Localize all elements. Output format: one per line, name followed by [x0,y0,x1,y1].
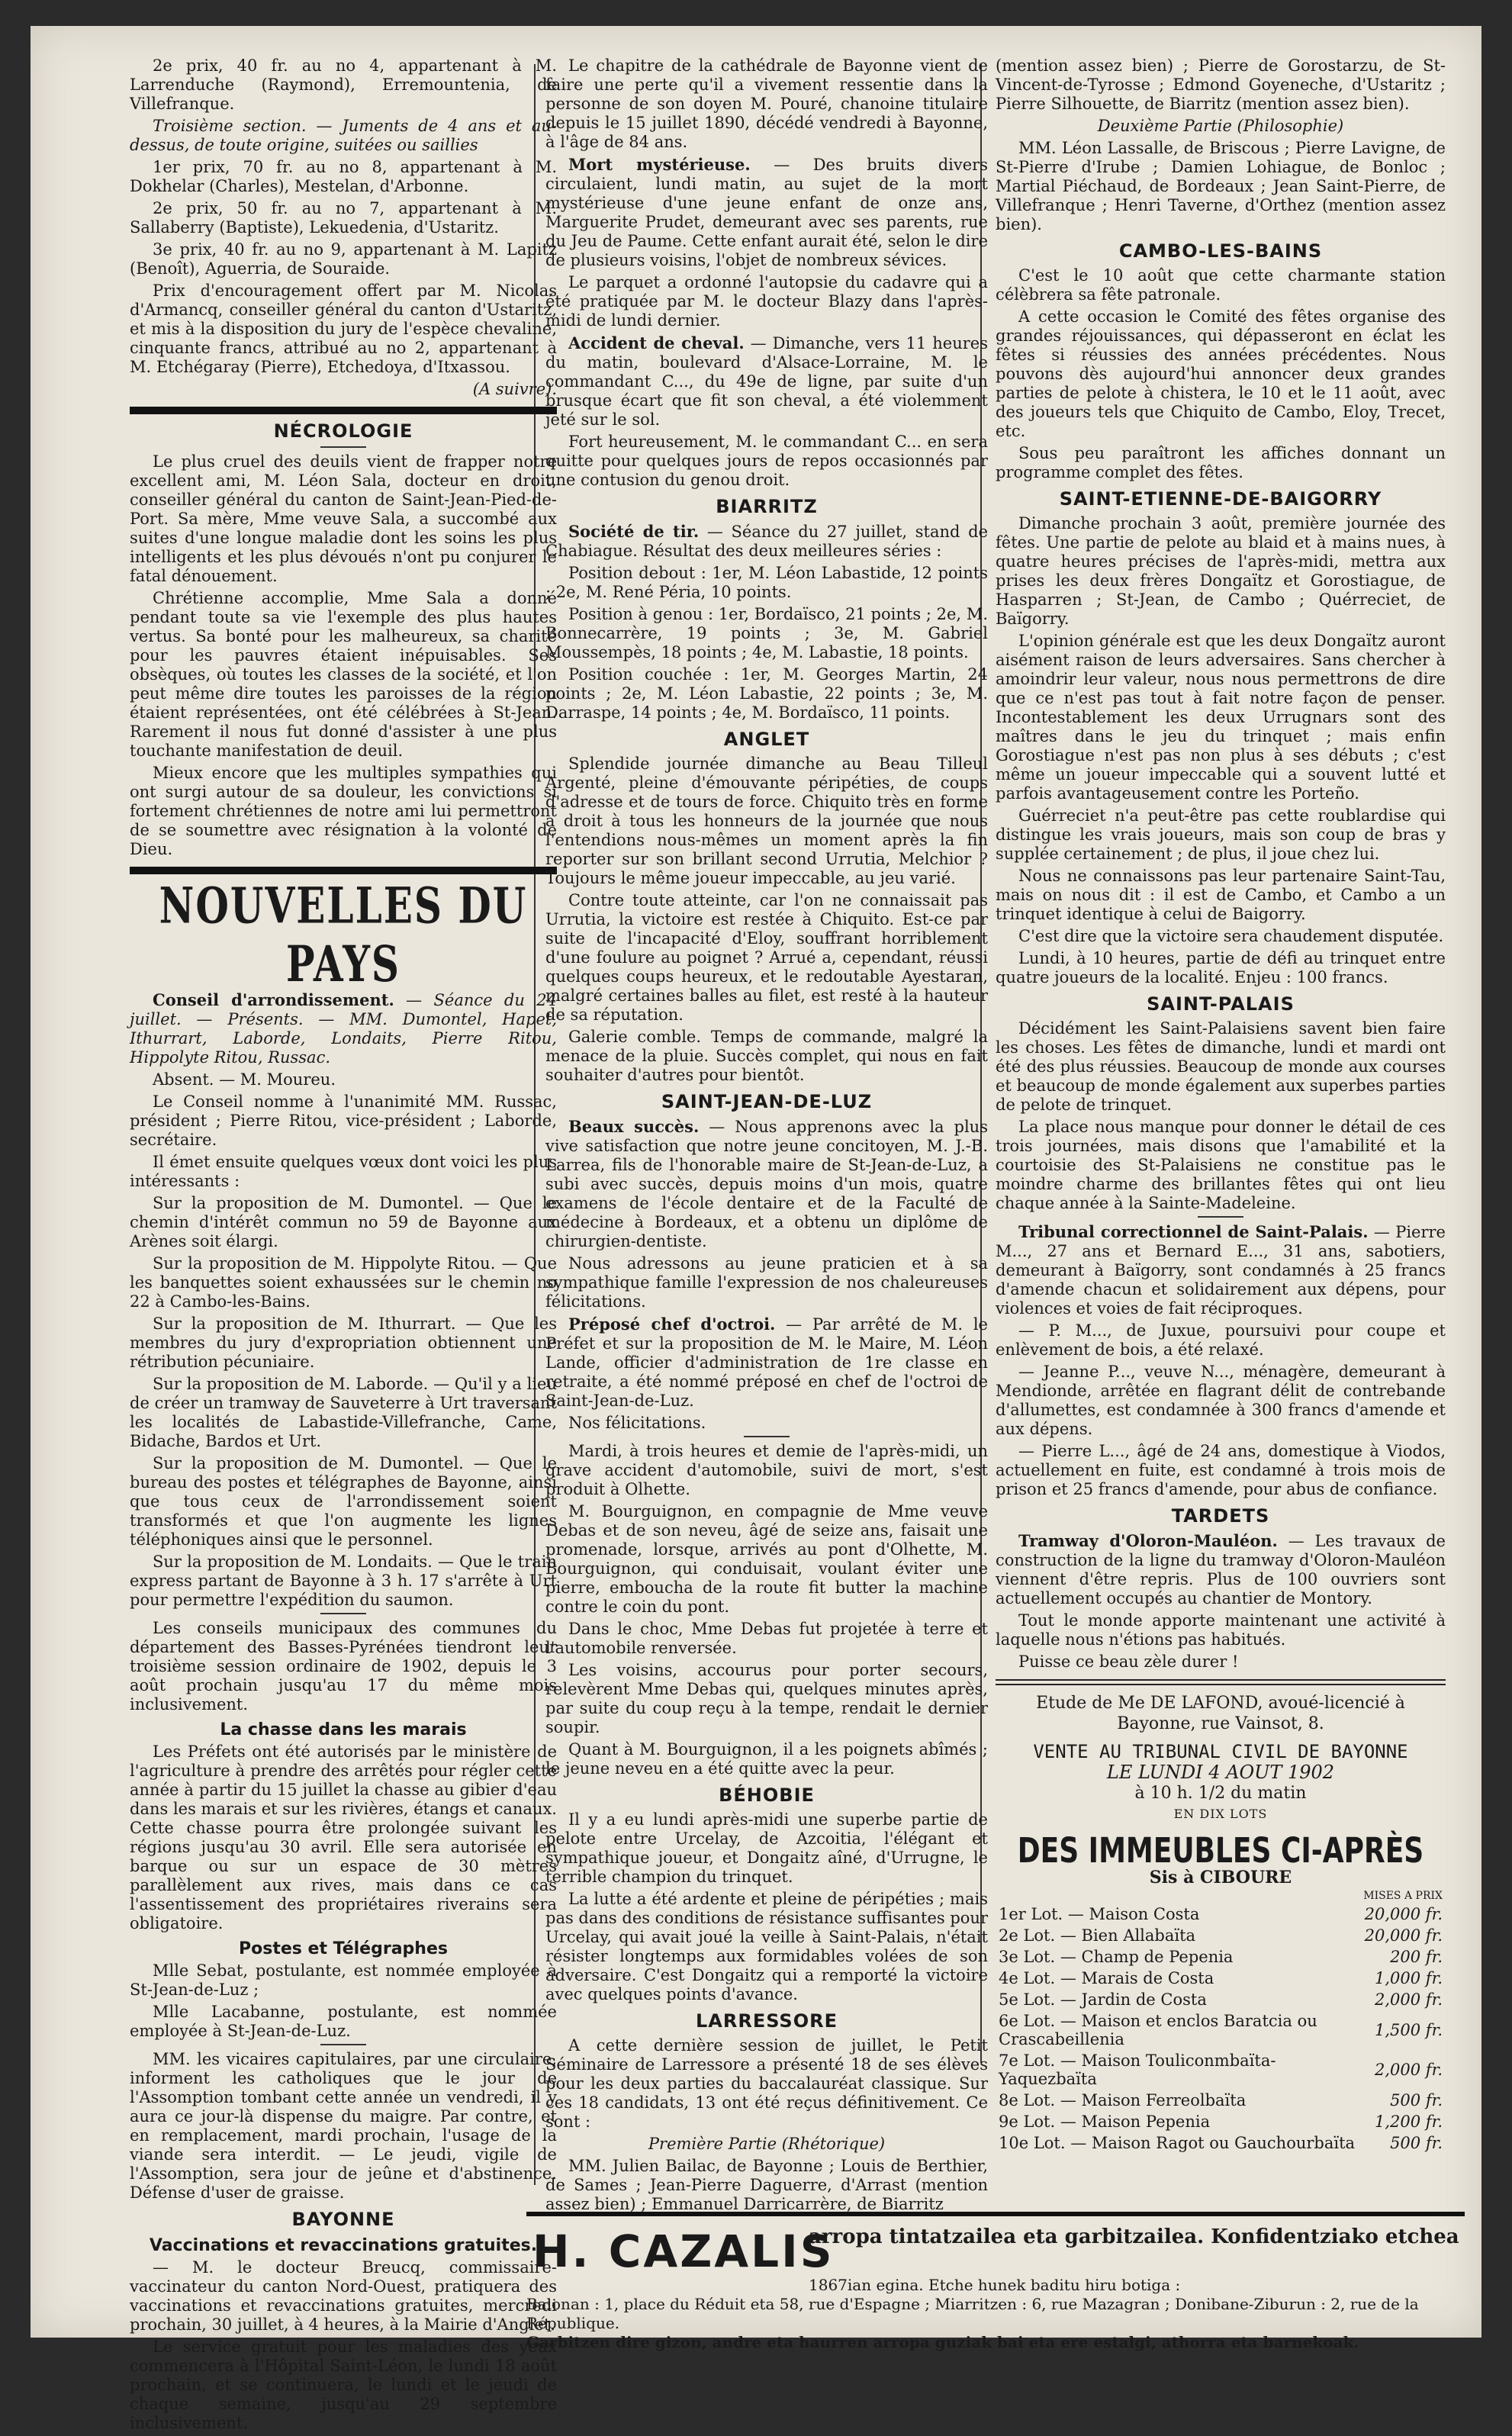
article-paragraph: Sur la proposition de M. Londaits. — Que le train express partant de Bayonne à 3 h. 17 s'arrête à Urt pour permettre l'expédition du saumon. [130,1553,557,1609]
notice-line: Etude de Me DE LAFOND, avoué-licencié à [1036,1694,1405,1713]
lots-table [996,1888,1446,2154]
section-heading: LARRESSORE [696,2010,838,2032]
lot-price: 1,200 fr. [1375,2113,1443,2131]
divider [320,1613,366,1614]
article-text: — Pierre M..., 27 ans et Bernard E..., 31 ans, sabotiers, demeurant à Baïgorry, sont condamnés à 25 francs d'amende chacun et solidairement aux dépens, pour violences et voies de fait réciproques. [996,1223,1446,1318]
article-paragraph: Les voisins, accourus pour porter secours, relevèrent Mme Debas qui, quelques minutes après, par suite du coup reçu à la tempe, rendait le dernier soupir. [545,1661,988,1736]
article-paragraph: C'est dire que la victoire sera chaudement disputée. [1018,927,1444,945]
legal-notice [996,1693,1446,1888]
section-heading: SAINT-ETIENNE-DE-BAIGORRY [1059,488,1382,510]
table-row [996,1903,1446,1925]
article-paragraph: M. Bourguignon, en compagnie de Mme veuve Debas et de son neveu, âgé de seize ans, faisait une promenade, lorsque, arrivés au pont d'Olhette, M. Bourguignon, qui conduisait, voulant éviter une pierre, emboucha de la route fit butter la machine contre le coin du pont. [545,1502,988,1616]
article-paragraph: Les conseils municipaux des communes du département des Basses-Pyrénées tiendront leur troisième session ordinaire de 1902, depuis le 3 août prochain jusqu'au 17 du même mois inclusivement. [130,1619,557,1714]
section-bar [130,867,557,874]
column-2 [545,56,988,2217]
notice-time: à 10 h. 1/2 du matin [1134,1784,1307,1803]
article-paragraph: Splendide journée dimanche au Beau Tilleul Argenté, pleine d'émouvante péripéties, de coups d'adresse et de tours de force. Chiquito très en forme a droit à tous les honneurs de la journée que nous l'entendions nous-mêmes un moment après la fin reporter sur son brillant second Urrutia, Melchior ? Toujours le même joueur impeccable, au jeu varié. [545,755,988,887]
lot-name: 2e Lot. — Bien Allabaïta [999,1926,1196,1945]
section-heading: SAINT-JEAN-DE-LUZ [661,1091,873,1112]
article-text: — Séance du 27 juillet, stand de Chabiague. Résultat des deux meilleures séries : [545,523,988,560]
article-paragraph: 1er prix, 70 fr. au no 8, appartenant à M. Dokhelar (Charles), Mestelan, d'Arbonne. [130,158,557,195]
lot-name: 6e Lot. — Maison et enclos Baratcia ou Crascabeillenia [999,2012,1317,2048]
article-paragraph: 2e prix, 50 fr. au no 7, appartenant à M. Sallaberry (Baptiste), Lekuedenia, d'Ustaritz. [130,199,557,237]
article-paragraph: Sur la proposition de M. Hippolyte Ritou. — Que les banquettes soient exhaussées sur le chemin no 22 à Cambo-les-Bains. [130,1254,557,1311]
table-row [996,2050,1446,2090]
article-paragraph: — P. M..., de Juxue, poursuivi pour coupe et enlèvement de bois, a été relaxé. [996,1321,1446,1359]
article-text: — Les travaux de construction de la ligne du tramway d'Oloron-Mauléon viennent d'être repris. Plus de 100 ouvriers sont actuellement occupés au chantier de Montory. [996,1532,1446,1607]
article-paragraph: Les Préfets ont été autorisés par le ministère de l'agriculture à prendre des arrêtés pour régler cette année à partir du 15 juillet la chasse au gibier d'eau dans les marais et sur les rivières, étangs et canaux. Cette chasse pourra être prolongée suivant les régions jusqu'au 30 avril. Elle sera autorisée en barque ou sur un espace de 30 mètres parallèlement aux rives, mais dans ce cas l'assentissement des propriétaires riverains sera obligatoire. [130,1743,557,1932]
section-heading: CAMBO-LES-BAINS [1118,240,1323,262]
article-headline: Conseil d'arrondissement. [153,990,394,1009]
article-paragraph: 2e prix, 40 fr. au no 4, appartenant à M. Larrenduche (Raymond), Erremountenia, de Villefranque. [130,56,557,113]
article-paragraph: MM. les vicaires capitulaires, par une circulaire, informent les catholiques que le jour de l'Assomption tombant cette année un vendredi, il y aura ce jour-là dispense du maigre. Par contre, et en remplacement, mardi prochain, l'usage de la viande sera interdit. — Le jeudi, vigile de l'Assomption, sera jour de jeûne et d'abstinence. Défense d'user de graisse. [130,2050,557,2202]
article-paragraph: Puisse ce beau zèle durer ! [1018,1652,1239,1671]
lot-price: 200 fr. [1390,1948,1443,1966]
advertisement [526,2212,1465,2351]
article-paragraph: Décidément les Saint-Palaisiens savent bien faire les choses. Les fêtes de dimanche, lundi et mardi ont été des plus réussies. Beaucoup de monde aux courses et beaucoup de monde également aux superbes parties de pelote de trinquet. [996,1019,1446,1114]
notice-title: DES IMMEUBLES CI-APRÈS [1017,1831,1424,1871]
ad-tagline: arropa tintatzailea eta garbitzailea. Konfidentziako etchea [809,2225,1459,2248]
section-heading: BÉHOBIE [719,1784,815,1806]
article-paragraph: Position couchée : 1er, M. Georges Martin, 24 points ; 2e, M. Léon Labastie, 22 points ; 3e, M. Darraspe, 14 points ; 4e, M. Bordaïsco, 11 points. [545,665,988,722]
article-paragraph: Lundi, à 10 heures, partie de défi au trinquet entre quatre joueurs de la localité. Enjeu : 100 francs. [996,949,1446,986]
article-headline: Beaux succès. [568,1117,700,1136]
table-row [996,1968,1446,1989]
lot-name: 10e Lot. — Maison Ragot ou Gauchourbaïta [999,2134,1356,2152]
lot-name: 9e Lot. — Maison Pepenia [999,2113,1211,2131]
divider [320,2044,366,2045]
ad-line: Garbitzen dire gizon, andre eta haurren arropa guziak bai eta ere estalgi, athorra eta barnekoak. [526,2333,1359,2351]
article-paragraph: Sous peu paraîtront les affiches donnant un programme complet des fêtes. [996,444,1446,481]
article-paragraph: Dimanche prochain 3 août, première journée des fêtes. Une partie de pelote au blaid et à mains nues, à quatre heures précises de l'après-midi, mettra aux prises les deux frères Dongaïtz et Gorostiague, de Hasparren ; St-Jean, de Cambo ; Quérreciet, de Baïgorry. [996,514,1446,628]
notice-line: Bayonne, rue Vainsot, 8. [1117,1714,1324,1733]
section-heading: ANGLET [723,729,810,750]
ad-line: 1867ian egina. Etche hunek baditu hiru botiga : [809,2276,1181,2294]
lot-name: 5e Lot. — Jardin de Costa [999,1990,1207,2009]
article-paragraph: Galerie comble. Temps de commande, malgré la menace de la pluie. Succès complet, qui nous en fait souhaiter d'autres pour bientôt. [545,1028,988,1084]
article-paragraph: La place nous manque pour donner le détail de ces trois journées, mais disons que l'amabilité et la courtoisie des St-Palaisiens ne constitue pas le moindre charme des brillantes fêtes qui ont lieu chaque année à la Sainte-Madeleine. [996,1118,1446,1212]
article-paragraph: Prix d'encouragement offert par M. Nicolas d'Armancq, conseiller général du canton d'Ustaritz, et mis à la disposition du jury de l'espèce chevaline, cinquante francs, attribué au no 2, appartenant à M. Etchégaray (Pierre), Etchedoya, d'Itxassou. [130,282,557,376]
article-text: — Dimanche, vers 11 heures du matin, boulevard d'Alsace-Lorraine, M. le commandant C..., du 49e de ligne, par suite d'un brusque écart que fit son cheval, a été violemment jeté sur le sol. [545,334,988,429]
ad-body [526,2276,1465,2352]
article-paragraph: Le service gratuit pour les maladies des yeux commencera à l'Hôpital Saint-Léon, le lundi 18 août prochain, et se continuera, le lundi et le jeudi de chaque semaine, jusqu'au 29 septembre inclusivement. [130,2338,557,2432]
to-be-continued: (A suivre). [472,380,557,398]
article-headline: Mort mystérieuse. [568,155,751,174]
article-headline: Vaccinations et revaccinations gratuites. [149,2236,538,2255]
lot-price: 500 fr. [1390,2134,1443,2152]
notice-heading: VENTE AU TRIBUNAL CIVIL DE BAYONNE [1033,1741,1408,1762]
subheading: Première Partie (Rhétorique) [648,2135,886,2153]
legal-notice-rule [996,1679,1446,1685]
ad-line: Baionan : 1, place du Réduit eta 58, rue d'Espagne ; Miarritzen : 6, rue Mazagran ; Donibane-Ziburun : 2, rue de la République. [526,2295,1419,2332]
column-3 [996,56,1446,2154]
table-row [996,2132,1446,2154]
article-paragraph: Le parquet a ordonné l'autopsie du cadavre qui a été pratiquée par M. le docteur Blazy dans l'après-midi de lundi dernier. [545,273,988,330]
article-text: — Nous apprenons avec la plus vive satisfaction que notre jeune concitoyen, M. J.-B. Larrea, fils de l'honorable maire de St-Jean-de-Luz, a subi avec succès, depuis moins d'un mois, quatre examens de l'école dentaire et de la Faculté de médecine à Bordeaux, et a obtenu un diplôme de chirurgien-dentiste. [545,1118,988,1250]
article-text: — Des bruits divers circulaient, lundi matin, au sujet de la mort mystérieuse d'une jeune enfant de onze ans, Marguerite Prudet, demeurant avec ses parents, rue du Jeu de Paume. Cette enfant aurait été, selon le dire de plusieurs voisins, l'objet de nombreux sévices. [545,156,988,269]
article-paragraph: Quant à M. Bourguignon, il a les poignets abîmés ; le jeune neveu en a été quitte avec la peur. [545,1740,988,1778]
lot-price: 2,000 fr. [1375,1990,1443,2009]
lot-price: 1,500 fr. [1375,2021,1443,2039]
article-paragraph: Sur la proposition de M. Dumontel. — Que le bureau des postes et télégraphes de Bayonne, ainsi que tous ceux de l'arrondissement soient transformés et que l'on augmente les lignes téléphoniques ainsi que le personnel. [130,1454,557,1549]
table-row [996,2090,1446,2111]
lot-name: 8e Lot. — Maison Ferreolbaïta [999,2091,1247,2109]
article-paragraph: L'opinion générale est que les deux Dongaïtz auront aisément raison de leurs adversaires. Sans chercher à amoindrir leur valeur, nous nous permettrons de dire que ce n'est pas tout à fait notre façon de penser. Incontestablement les deux Urrugnars sont des maîtres dans le jeu du trinquet ; mais enfin Gorostiague n'est pas non plus à ses débuts ; c'est même un joueur impeccable qui a souvent lutté et parfois avantageusement contre les Porteño. [996,632,1446,803]
newspaper-page [31,26,1481,2432]
divider [744,1436,790,1437]
lot-price: 500 fr. [1390,2091,1443,2109]
article-paragraph: Fort heureusement, M. le commandant C... en sera quitte pour quelques jours de repos occasionnés par une contusion du genou droit. [545,433,988,489]
section-heading: La chasse dans les marais [220,1720,467,1739]
article-headline: Tramway d'Oloron-Mauléon. [1018,1531,1278,1550]
article-headline: Société de tir. [568,522,700,541]
article-paragraph: Il émet ensuite quelques vœux dont voici les plus intéressants : [130,1153,557,1190]
article-paragraph: Il y a eu lundi après-midi une superbe partie de pelote entre Urcelay, de Azcoitia, l'élégant et sympathique joueur, et Dongaitz aîné, d'Urrugne, le terrible champion du trinquet. [545,1810,988,1886]
article-paragraph: Troisième section. — Juments de 4 ans et au-dessus, de toute origine, suitées ou saillies [130,117,557,154]
lot-name: 3e Lot. — Champ de Pepenia [999,1948,1234,1966]
notice-date: LE LUNDI 4 AOUT 1902 [1106,1762,1335,1783]
lot-price: 2,000 fr. [1375,2061,1443,2079]
section-heading: TARDETS [1171,1505,1270,1527]
notice-lots: EN DIX LOTS [1173,1807,1268,1821]
article-paragraph: Position à genou : 1er, Bordaïsco, 21 points ; 2e, M. Bonnecarrère, 19 points ; 3e, M. Gabriel Moussempès, 18 points ; 4e, M. Labastie, 18 points. [545,605,988,661]
article-paragraph: Sur la proposition de M. Ithurrart. — Que les membres du jury d'expropriation obtiennent une rétribution pécuniaire. [130,1315,557,1371]
article-paragraph: Nous adressons au jeune praticien et à sa sympathique famille l'expression de nos chaleureuses félicitations. [545,1254,988,1311]
article-paragraph: Le plus cruel des deuils vient de frapper notre excellent ami, M. Léon Sala, docteur en droit, conseiller général du canton de Saint-Jean-Pied-de-Port. Sa mère, Mme veuve Sala, a succombé aux suites d'une longue maladie dont les soins les plus intelligents et les plus dévoués n'ont pu conjurer le fatal dénouement. [130,452,557,585]
article-headline: Tribunal correctionnel de Saint-Palais. [1018,1222,1369,1241]
section-heading: Postes et Télégraphes [239,1939,448,1958]
article-headline: Préposé chef d'octroi. [568,1315,776,1334]
article-paragraph: (mention assez bien) ; Pierre de Gorostarzu, de St-Vincent-de-Tyrosse ; Edmond Goyeneche, d'Ustaritz ; Pierre Silhouette, de Biarritz (mention assez bien). [996,56,1446,113]
subheading: Deuxième Partie (Philosophie) [1097,117,1344,135]
article-paragraph: La lutte a été ardente et pleine de péripéties ; mais pas dans des conditions de résistance suffisantes pour Urcelay, qui avait joué la veille à Saint-Palais, n'était résister longtemps aux formidables volées de son adversaire. C'est Dongaitz qui a remporté la victoire avec quelques points d'avance. [545,1890,988,2003]
lot-name: 7e Lot. — Maison Touliconmbaïta-Yaquezbaïta [999,2051,1276,2088]
article-paragraph: — Pierre L..., âgé de 24 ans, domestique à Viodos, actuellement en fuite, est condamné à trois mois de prison et 25 francs d'amende, pour abus de confiance. [996,1442,1446,1498]
section-heading: NÉCROLOGIE [273,420,413,442]
divider [1198,1216,1243,1218]
article-paragraph: 3e prix, 40 fr. au no 9, appartenant à M. Lapitz (Benoît), Aguerria, de Souraide. [130,240,557,278]
lot-name: 4e Lot. — Marais de Costa [999,1969,1214,1987]
article-paragraph: Mlle Sebat, postulante, est nommée employée à St-Jean-de-Luz ; [130,1961,557,1999]
section-heading: SAINT-PALAIS [1147,993,1295,1015]
article-paragraph: MM. Julien Bailac, de Bayonne ; Louis de Berthier, de Sames ; Jean-Pierre Daguerre, d'Arrast (mention assez bien) ; Emmanuel Darricarrère, de Biarritz [545,2157,988,2213]
table-row [996,2111,1446,2132]
article-paragraph: Tout le monde apporte maintenant une activité à laquelle nous n'étions pas habitués. [996,1611,1446,1649]
article-paragraph: Mieux encore que les multiples sympathies qui ont surgi autour de sa douleur, les convictions si fortement chrétiennes de notre ami lui permettront de se soumettre avec résignation à la volonté de Dieu. [130,764,557,858]
ad-brand: H. CAZALIS [532,2225,835,2277]
lot-name: 1er Lot. — Maison Costa [999,1905,1200,1923]
article-paragraph: MM. Léon Lassalle, de Briscous ; Pierre Lavigne, de St-Pierre d'Irube ; Damien Lohiague, de Bonloc ; Martial Piéchaud, de Bordeaux ; Jean Saint-Pierre, de Villefranque ; Henri Taverne, d'Orthez (mention assez bien). [996,139,1446,233]
article-text: — Par arrêté de M. le Préfet et sur la proposition de M. le Maire, M. Léon Lande, officier d'administration de 1re classe en retraite, a été nommé préposé en chef de l'octroi de Saint-Jean-de-Luz. [545,1315,988,1410]
table-row [996,1925,1446,1946]
article-headline: Accident de cheval. [568,333,745,352]
page-section-title: NOUVELLES DU PAYS [159,876,528,993]
notice-location: Sis à CIBOURE [1149,1868,1292,1887]
section-heading: BAYONNE [291,2209,395,2230]
article-paragraph: Chrétienne accomplie, Mme Sala a donné pendant toute sa vie l'exemple des plus hautes vertus. Sa bonté pour les malheureux, sa charité pour les pauvres étaient inépuisables. Ses obsèques, où toutes les classes de la société, et l'on peut même dire toutes les paroisses de la région étaient représentées, ont été célébrées à St-Jean. Rarement il nous fut donné d'assister à une plus touchante manifestation de deuil. [130,589,557,760]
table-row [996,1989,1446,2010]
table-row [996,2010,1446,2050]
article-paragraph: Position debout : 1er, M. Léon Labastide, 12 points ; 2e, M. René Péria, 10 points. [545,564,988,601]
section-heading: BIARRITZ [716,496,818,517]
article-paragraph: Nous ne connaissons pas leur partenaire Saint-Tau, mais on nous dit : il est de Cambo, et Cambo a un trinquet identique à celui de Baigorry. [996,867,1446,923]
lot-price: 20,000 fr. [1364,1905,1443,1923]
article-paragraph: Absent. — M. Moureu. [153,1070,336,1089]
article-paragraph: Dans le choc, Mme Debas fut projetée à terre et l'automobile renversée. [545,1620,988,1657]
article-paragraph: — Jeanne P..., veuve N..., ménagère, demeurant à Mendionde, arrêtée en flagrant délit de contrebande d'allumettes, est condamnée à 300 francs d'amende et aux dépens. [996,1363,1446,1438]
table-row [996,1946,1446,1968]
article-text: — Séance du 24 juillet. — Présents. — MM. Dumontel, Hapet, Ithurrart, Laborde, Londaits, Pierre Ritou, Hippolyte Ritou, Russac. [130,991,557,1067]
article-paragraph: Mlle Lacabanne, postulante, est nommée employée à St-Jean-de-Luz. [130,2003,557,2040]
article-paragraph: Contre toute atteinte, car l'on ne connaissait pas Urrutia, la victoire est restée à Chiquito. Est-ce par suite de l'incapacité d'Eloy, souffrant horriblement d'une foulure au poignet ? Arrué a, cependant, réussi quelques coups heureux, et le redoutable Ayestaran, malgré certaines balles au filet, est resté à la hauteur de sa réputation. [545,891,988,1024]
lot-price: 1,000 fr. [1375,1969,1443,1987]
lot-price: 20,000 fr. [1364,1926,1443,1945]
section-bar [130,407,557,414]
article-paragraph: Sur la proposition de M. Dumontel. — Que le chemin d'intérêt commun no 59 de Bayonne aux Arènes soit élargi. [130,1194,557,1250]
article-paragraph: Sur la proposition de M. Laborde. — Qu'il y a lieu de créer un tramway de Sauveterre à Urt traversant les localités de Labastide-Villefranche, Came, Bidache, Bardos et Urt. [130,1375,557,1450]
divider [320,446,366,448]
price-header: MISES A PRIX [1363,1890,1443,1902]
article-paragraph: Le chapitre de la cathédrale de Bayonne vient de faire une perte qu'il a vivement ressentie dans la personne de son doyen M. Pouré, chanoine titulaire depuis le 15 juillet 1890, décédé vendredi à Bayonne, à l'âge de 84 ans. [545,56,988,151]
article-paragraph: A cette occasion le Comité des fêtes organise des grandes réjouissances, qui dépasseront en éclat les fêtes si réussies des années précédentes. Nous pouvons dès aujourd'hui annoncer deux grandes parties de pelote à chistera, le 10 et le 11 août, avec des joueurs tels que Chiquito de Cambo, Eloy, Trecet, etc. [996,307,1446,440]
article-paragraph: A cette dernière session de juillet, le Petit Séminaire de Larressore a présenté 18 de ses élèves pour les deux parties du baccalauréat classique. Sur ces 18 candidats, 13 ont été reçus définitivement. Ce sont : [545,2036,988,2131]
article-paragraph: C'est le 10 août que cette charmante station célèbrera sa fête patronale. [996,266,1446,304]
article-paragraph: Le Conseil nomme à l'unanimité MM. Russac, président ; Pierre Ritou, vice-président ; Laborde, secrétaire. [130,1092,557,1149]
article-paragraph: Guérreciet n'a peut-être pas cette roublardise qui distingue les vrais joueurs, mais son coup de bras y supplée certainement ; de plus, il joue chez lui. [996,806,1446,863]
article-paragraph: — M. le docteur Breucq, commissaire-vaccinateur du canton Nord-Ouest, pratiquera des vaccinations et revaccinations gratuites, mercredi prochain, 30 juillet, à 4 heures, à la Mairie d'Anglet. [130,2258,557,2334]
article-paragraph: Nos félicitations. [568,1414,706,1432]
column-1 [130,56,557,2436]
article-paragraph: Mardi, à trois heures et demie de l'après-midi, un grave accident d'automobile, suivi de mort, s'est produit à Olhette. [545,1442,988,1498]
